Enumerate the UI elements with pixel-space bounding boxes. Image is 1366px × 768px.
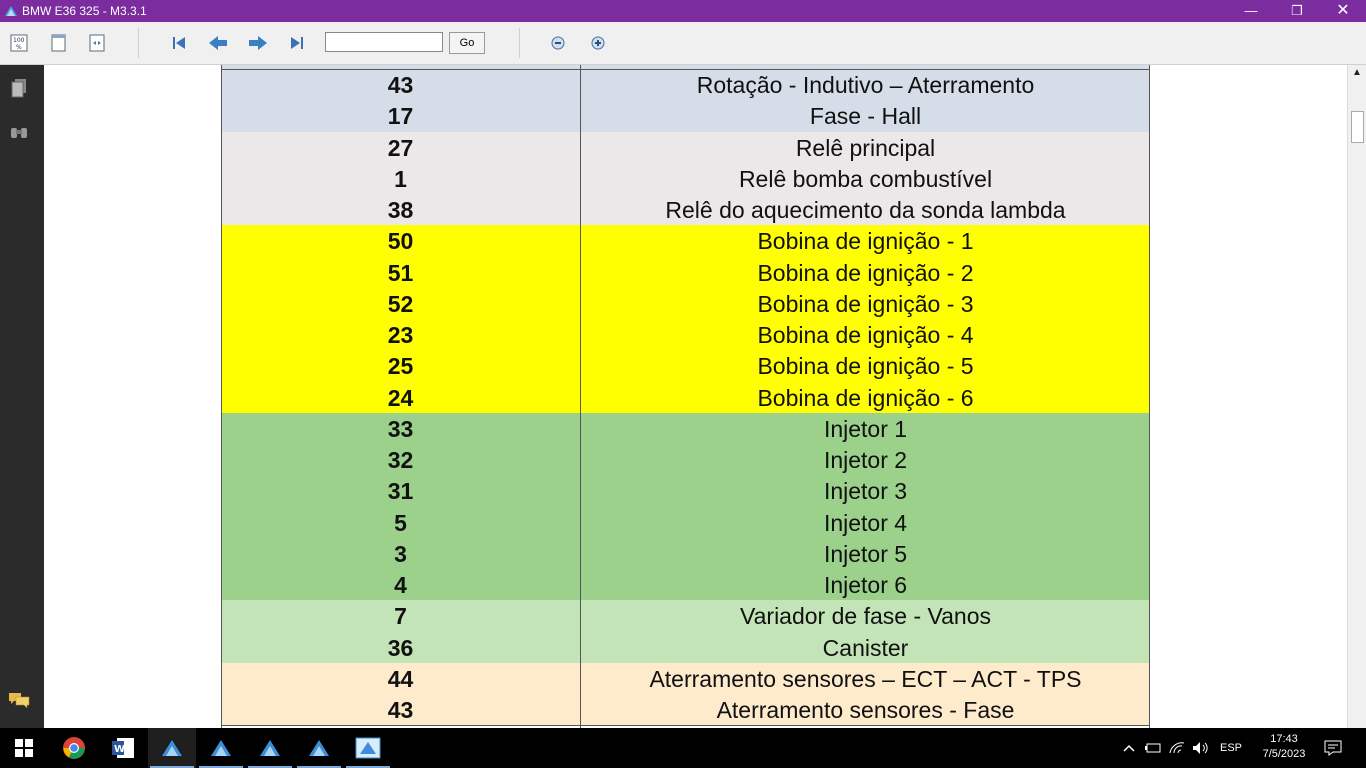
comments-panel-button[interactable] bbox=[8, 689, 30, 711]
pin-number: 50 bbox=[387, 228, 414, 255]
pages-panel-button[interactable] bbox=[8, 77, 30, 99]
table-row bbox=[221, 600, 1150, 632]
pages-icon bbox=[10, 78, 28, 98]
viewer-app-icon bbox=[307, 738, 331, 758]
start-button[interactable] bbox=[0, 728, 48, 768]
fit-page-icon bbox=[48, 33, 68, 53]
speaker-icon bbox=[1192, 741, 1210, 755]
table-row bbox=[221, 225, 1150, 257]
battery-icon bbox=[1144, 742, 1162, 754]
fit-width-button[interactable] bbox=[84, 30, 110, 56]
pin-description: Relê bomba combustível bbox=[738, 165, 993, 192]
vertical-scrollbar[interactable] bbox=[1347, 65, 1366, 728]
zoom-in-icon bbox=[589, 34, 607, 52]
pin-number: 44 bbox=[387, 665, 414, 692]
table-row bbox=[221, 288, 1150, 320]
table-column-border bbox=[1149, 65, 1150, 728]
window-title: BMW E36 325 - M3.3.1 bbox=[22, 4, 147, 18]
table-row bbox=[221, 319, 1150, 351]
pin-description: Bobina de ignição - 1 bbox=[757, 228, 974, 255]
pin-description: Aterramento sensores – ECT – ACT - TPS bbox=[649, 665, 1082, 692]
taskbar-viewer-5[interactable] bbox=[344, 728, 392, 768]
pin-description: Rotação - Indutivo – Aterramento bbox=[696, 72, 1035, 98]
table-row bbox=[221, 632, 1150, 664]
pin-description: Injetor 6 bbox=[823, 572, 908, 598]
table-row bbox=[221, 257, 1150, 289]
pin-description: Variador de fase - Vanos bbox=[739, 603, 991, 630]
table-row bbox=[221, 100, 1150, 132]
table-row bbox=[221, 413, 1150, 445]
pin-description: Injetor 5 bbox=[823, 540, 908, 567]
scroll-up-icon[interactable]: ▲ bbox=[1352, 67, 1362, 78]
maximize-button[interactable]: ❐ bbox=[1291, 3, 1303, 18]
pin-description: Injetor 2 bbox=[823, 447, 908, 473]
wifi-icon bbox=[1168, 741, 1186, 755]
notifications-button[interactable] bbox=[1318, 728, 1348, 768]
pin-description: Bobina de ignição - 4 bbox=[757, 322, 974, 348]
svg-text:100: 100 bbox=[13, 37, 25, 44]
viewer-app-icon bbox=[209, 738, 233, 758]
first-page-icon bbox=[169, 33, 189, 53]
last-page-icon bbox=[287, 33, 307, 53]
pin-number: 1 bbox=[394, 165, 407, 192]
pin-number: 43 bbox=[387, 72, 414, 98]
pin-description: Bobina de ignição - 5 bbox=[757, 353, 974, 380]
table-row bbox=[221, 444, 1150, 476]
table-row bbox=[221, 194, 1150, 226]
pin-number: 43 bbox=[387, 697, 414, 723]
pin-number: 25 bbox=[387, 353, 414, 380]
chevron-up-icon bbox=[1123, 744, 1135, 752]
last-page-button[interactable] bbox=[284, 30, 310, 56]
title-bar bbox=[0, 0, 1366, 22]
page-number-input[interactable] bbox=[325, 32, 443, 52]
table-row bbox=[221, 538, 1150, 570]
pin-description: Canister bbox=[822, 634, 909, 661]
viewer-app-icon bbox=[160, 738, 184, 758]
taskbar-viewer-4[interactable] bbox=[295, 728, 343, 768]
search-panel-button[interactable] bbox=[8, 121, 30, 143]
pin-description: Injetor 3 bbox=[823, 478, 908, 505]
clock-time: 17:43 bbox=[1270, 733, 1298, 745]
binoculars-icon bbox=[9, 123, 29, 141]
pin-description: Fase - Hall bbox=[809, 103, 922, 130]
pin-number: 36 bbox=[387, 634, 414, 661]
taskbar-viewer-2[interactable] bbox=[197, 728, 245, 768]
pin-number: 4 bbox=[394, 572, 407, 598]
svg-text:%: % bbox=[16, 44, 22, 51]
toolbar bbox=[0, 22, 1366, 65]
fit-width-icon bbox=[87, 33, 107, 53]
first-page-button[interactable] bbox=[166, 30, 192, 56]
table-column-border bbox=[221, 65, 222, 728]
pin-description: Bobina de ignição - 2 bbox=[757, 259, 974, 286]
arrow-left-icon bbox=[207, 33, 229, 53]
svg-text:W: W bbox=[114, 744, 126, 755]
next-page-button[interactable] bbox=[245, 30, 271, 56]
actual-size-icon bbox=[9, 33, 29, 53]
pin-number: 17 bbox=[387, 103, 414, 130]
pin-number: 5 bbox=[394, 509, 407, 536]
pin-number: 24 bbox=[387, 384, 414, 411]
pin-number: 27 bbox=[387, 134, 414, 161]
arrow-right-icon bbox=[247, 33, 269, 53]
toolbar-separator bbox=[138, 28, 139, 58]
actual-size-button[interactable] bbox=[6, 30, 32, 56]
pin-description: Bobina de ignição - 6 bbox=[757, 384, 974, 411]
clock[interactable] bbox=[1254, 732, 1314, 762]
volume-tray-button[interactable] bbox=[1190, 728, 1212, 768]
pin-number: 23 bbox=[387, 322, 414, 348]
clock-date: 7/5/2023 bbox=[1262, 748, 1306, 760]
pin-number: 3 bbox=[394, 540, 407, 567]
minimize-button[interactable]: — bbox=[1244, 3, 1258, 18]
table-row bbox=[221, 69, 1150, 101]
pin-number: 52 bbox=[387, 290, 414, 317]
pin-number: 51 bbox=[387, 259, 414, 286]
table-row bbox=[221, 350, 1150, 382]
pin-description: Aterramento sensores - Fase bbox=[716, 697, 1015, 723]
network-tray-button[interactable] bbox=[1166, 728, 1188, 768]
zoom-in-button[interactable] bbox=[585, 30, 611, 56]
fit-page-button[interactable] bbox=[45, 30, 71, 56]
previous-page-button[interactable] bbox=[205, 30, 231, 56]
app-icon bbox=[4, 5, 18, 17]
table-row bbox=[221, 694, 1150, 726]
row-divider bbox=[221, 69, 1150, 70]
table-column-border bbox=[580, 65, 581, 728]
taskbar-word[interactable] bbox=[99, 728, 147, 768]
taskbar-chrome[interactable] bbox=[50, 728, 98, 768]
table-row bbox=[221, 663, 1150, 695]
viewer-app-icon bbox=[258, 738, 282, 758]
pin-number: 33 bbox=[387, 415, 414, 442]
go-button[interactable]: Go bbox=[449, 32, 485, 54]
toolbar-separator bbox=[519, 28, 520, 58]
document-viewport bbox=[44, 65, 1347, 728]
pinout-table bbox=[221, 65, 1150, 728]
taskbar bbox=[0, 728, 1366, 768]
table-row bbox=[221, 382, 1150, 414]
battery-tray-button[interactable] bbox=[1142, 728, 1164, 768]
table-row bbox=[221, 475, 1150, 507]
word-icon bbox=[111, 737, 135, 759]
zoom-out-button[interactable] bbox=[545, 30, 571, 56]
table-row bbox=[221, 507, 1150, 539]
scrollbar-thumb[interactable] bbox=[1351, 111, 1364, 143]
chrome-icon bbox=[62, 736, 86, 760]
taskbar-viewer-3[interactable] bbox=[246, 728, 294, 768]
table-row bbox=[221, 132, 1150, 164]
pin-description: Injetor 4 bbox=[823, 509, 908, 536]
pin-description: Relê do aquecimento da sonda lambda bbox=[665, 197, 1066, 223]
viewer-app-icon bbox=[355, 737, 381, 759]
pin-number: 38 bbox=[387, 197, 414, 223]
table-row bbox=[221, 569, 1150, 601]
comments-icon bbox=[8, 691, 30, 709]
pin-description: Injetor 1 bbox=[823, 415, 908, 442]
notification-icon bbox=[1324, 740, 1342, 756]
pin-number: 32 bbox=[387, 447, 414, 473]
show-hidden-icons-button[interactable] bbox=[1120, 728, 1138, 768]
pin-number: 7 bbox=[394, 603, 407, 630]
pin-number: 31 bbox=[387, 478, 414, 505]
pin-description: Bobina de ignição - 3 bbox=[757, 290, 974, 317]
close-button[interactable]: ✕ bbox=[1336, 2, 1350, 19]
navigation-panel bbox=[0, 65, 44, 728]
windows-icon bbox=[15, 739, 33, 757]
language-indicator[interactable]: ESP bbox=[1219, 742, 1242, 754]
table-row bbox=[221, 163, 1150, 195]
pin-description: Relê principal bbox=[795, 134, 936, 161]
zoom-out-icon bbox=[549, 34, 567, 52]
taskbar-viewer-1[interactable] bbox=[148, 728, 196, 768]
